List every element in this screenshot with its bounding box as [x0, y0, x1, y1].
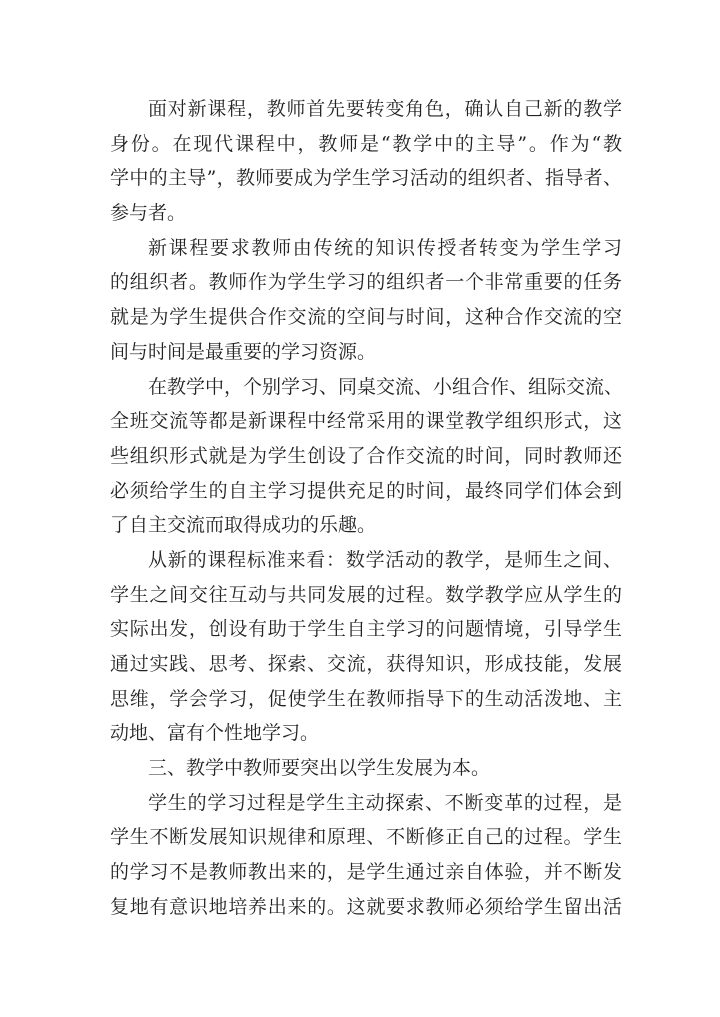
text-line: 思维，学会学习，促使学生在教师指导下的生动活泼地、主 — [110, 687, 622, 710]
document-body — [110, 92, 622, 925]
text-line: 的组织者。教师作为学生学习的组织者一个非常重要的任务 — [110, 271, 622, 294]
text-line: 学生的学习过程是学生主动探索、不断变革的过程，是 — [148, 791, 622, 814]
text-line: 学中的主导”，教师要成为学生学习活动的组织者、指导者、 — [110, 167, 622, 190]
text-line: 必须给学生的自主学习提供充足的时间，最终同学们体会到 — [110, 479, 622, 502]
text-line: 学生不断发展知识规律和原理、不断修正自己的过程。学生 — [110, 826, 622, 849]
text-line: 在教学中，个别学习、同桌交流、小组合作、组际交流、 — [148, 375, 624, 398]
text-line: 间与时间是最重要的学习资源。 — [110, 340, 377, 363]
text-line: 些组织形式就是为学生创设了合作交流的时间，同时教师还 — [110, 444, 622, 467]
text-line: 的学习不是教师教出来的，是学生通过亲自体验，并不断发 — [110, 861, 622, 884]
section-heading: 三、教学中教师要突出以学生发展为本。 — [148, 757, 491, 780]
text-line: 全班交流等都是新课程中经常采用的课堂教学组织形式，这 — [110, 410, 622, 433]
text-line: 了自主交流而取得成功的乐趣。 — [110, 514, 377, 537]
text-line: 新课程要求教师由传统的知识传授者转变为学生学习 — [148, 236, 622, 259]
text-line: 从新的课程标准来看：数学活动的教学，是师生之间、 — [148, 548, 622, 571]
text-line: 通过实践、思考、探索、交流，获得知识，形成技能，发展 — [110, 653, 622, 675]
text-line: 面对新课程，教师首先要转变角色，确认自己新的教学 — [148, 98, 622, 120]
text-line: 就是为学生提供合作交流的空间与时间，这种合作交流的空 — [110, 306, 622, 329]
text-line: 动地、富有个性地学习。 — [110, 722, 320, 745]
text-line: 实际出发，创设有助于学生自主学习的问题情境，引导学生 — [110, 618, 622, 641]
text-line: 身份。在现代课程中，教师是“教学中的主导”。作为“教 — [110, 132, 622, 155]
text-line: 学生之间交往互动与共同发展的过程。数学教学应从学生的 — [110, 583, 622, 606]
text-line: 复地有意识地培养出来的。这就要求教师必须给学生留出活 — [110, 895, 622, 918]
text-line: 参与者。 — [110, 202, 187, 225]
